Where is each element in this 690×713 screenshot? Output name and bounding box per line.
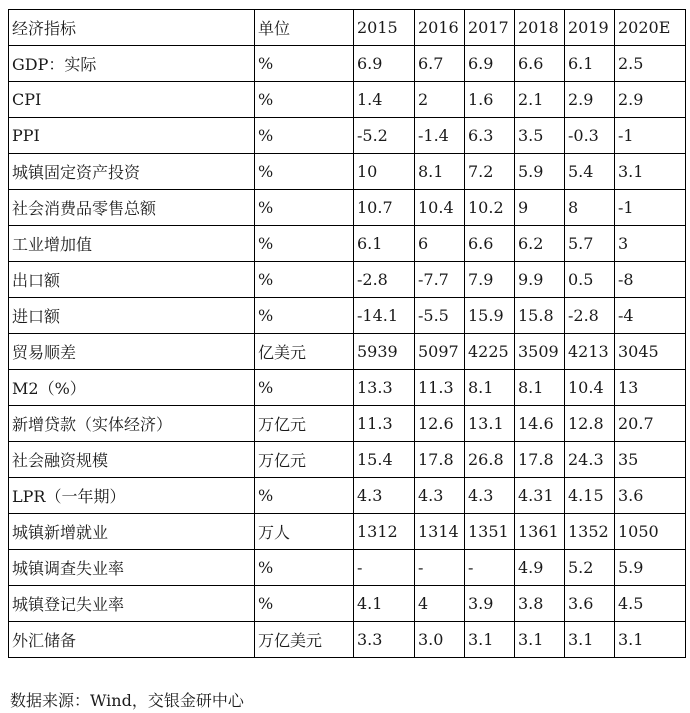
value-cell: 5.9	[615, 550, 686, 586]
header-row	[9, 10, 686, 46]
value-cell: 5.7	[565, 226, 615, 262]
value-cell: 3.3	[354, 622, 415, 658]
value-cell: 15.4	[354, 442, 415, 478]
value-cell: -1	[615, 190, 686, 226]
value-cell: 4.9	[515, 550, 565, 586]
indicator-cell: PPI	[9, 118, 255, 154]
value-cell: 17.8	[515, 442, 565, 478]
value-cell: 17.8	[415, 442, 465, 478]
value-cell: 2.1	[515, 82, 565, 118]
indicator-cell: 工业增加值	[9, 226, 255, 262]
value-cell: 6.7	[415, 46, 465, 82]
header-cell: 经济指标	[9, 10, 255, 46]
value-cell: 4.31	[515, 478, 565, 514]
value-cell: -14.1	[354, 298, 415, 334]
source-note: 数据来源：Wind，交银金研中心	[10, 691, 244, 710]
value-cell: -	[415, 550, 465, 586]
unit-cell: %	[255, 46, 354, 82]
value-cell: -5.5	[415, 298, 465, 334]
table-row	[9, 334, 686, 370]
value-cell: 9	[515, 190, 565, 226]
value-cell: 4213	[565, 334, 615, 370]
value-cell: 10	[354, 154, 415, 190]
value-cell: 15.8	[515, 298, 565, 334]
header-cell: 2020E	[615, 10, 686, 46]
value-cell: 8.1	[415, 154, 465, 190]
value-cell: 10.4	[415, 190, 465, 226]
value-cell: 3.1	[565, 622, 615, 658]
value-cell: 5097	[415, 334, 465, 370]
indicator-cell: 城镇调查失业率	[9, 550, 255, 586]
value-cell: -0.3	[565, 118, 615, 154]
unit-cell: %	[255, 262, 354, 298]
indicator-cell: LPR（一年期）	[9, 478, 255, 514]
indicator-cell: 新增贷款（实体经济）	[9, 406, 255, 442]
value-cell: 12.6	[415, 406, 465, 442]
value-cell: 11.3	[415, 370, 465, 406]
value-cell: 4.5	[615, 586, 686, 622]
table-row	[9, 118, 686, 154]
unit-cell: %	[255, 118, 354, 154]
value-cell: 15.9	[465, 298, 515, 334]
value-cell: -7.7	[415, 262, 465, 298]
value-cell: 14.6	[515, 406, 565, 442]
value-cell: 4.3	[465, 478, 515, 514]
indicator-cell: 城镇新增就业	[9, 514, 255, 550]
unit-cell: %	[255, 550, 354, 586]
value-cell: 3	[615, 226, 686, 262]
value-cell: 11.3	[354, 406, 415, 442]
table-row	[9, 622, 686, 658]
value-cell: 6.1	[354, 226, 415, 262]
value-cell: 7.2	[465, 154, 515, 190]
value-cell: 8.1	[515, 370, 565, 406]
value-cell: 1050	[615, 514, 686, 550]
value-cell: 5.2	[565, 550, 615, 586]
table-row	[9, 226, 686, 262]
indicator-cell: 进口额	[9, 298, 255, 334]
value-cell: 3.9	[465, 586, 515, 622]
value-cell: 3.1	[615, 154, 686, 190]
unit-cell: %	[255, 226, 354, 262]
value-cell: 0.5	[565, 262, 615, 298]
value-cell: 26.8	[465, 442, 515, 478]
table-row	[9, 478, 686, 514]
value-cell: 1314	[415, 514, 465, 550]
table-row	[9, 370, 686, 406]
value-cell: 13.1	[465, 406, 515, 442]
value-cell: 4.15	[565, 478, 615, 514]
value-cell: -2.8	[565, 298, 615, 334]
value-cell: 5.9	[515, 154, 565, 190]
unit-cell: %	[255, 478, 354, 514]
table-row	[9, 586, 686, 622]
value-cell: -	[465, 550, 515, 586]
header-cell: 2016	[415, 10, 465, 46]
value-cell: 3509	[515, 334, 565, 370]
table-container	[8, 9, 686, 658]
value-cell: 7.9	[465, 262, 515, 298]
header-cell: 2017	[465, 10, 515, 46]
value-cell: -1	[615, 118, 686, 154]
table-row	[9, 550, 686, 586]
value-cell: 6.2	[515, 226, 565, 262]
value-cell: 3.6	[615, 478, 686, 514]
value-cell: 3.1	[615, 622, 686, 658]
value-cell: 6.1	[565, 46, 615, 82]
unit-cell: 万人	[255, 514, 354, 550]
value-cell: 2.5	[615, 46, 686, 82]
value-cell: 6.9	[354, 46, 415, 82]
value-cell: 4225	[465, 334, 515, 370]
header-cell: 2015	[354, 10, 415, 46]
value-cell: 4.3	[415, 478, 465, 514]
value-cell: 8.1	[465, 370, 515, 406]
value-cell: 3045	[615, 334, 686, 370]
value-cell: 6.6	[515, 46, 565, 82]
value-cell: 20.7	[615, 406, 686, 442]
value-cell: 3.1	[515, 622, 565, 658]
header-cell: 单位	[255, 10, 354, 46]
value-cell: 2.9	[615, 82, 686, 118]
value-cell: 10.2	[465, 190, 515, 226]
value-cell: 24.3	[565, 442, 615, 478]
unit-cell: 亿美元	[255, 334, 354, 370]
header-cell: 2018	[515, 10, 565, 46]
unit-cell: %	[255, 586, 354, 622]
value-cell: 9.9	[515, 262, 565, 298]
table-row	[9, 406, 686, 442]
table-row	[9, 262, 686, 298]
indicator-cell: 城镇固定资产投资	[9, 154, 255, 190]
value-cell: -2.8	[354, 262, 415, 298]
unit-cell: 万亿美元	[255, 622, 354, 658]
table-row	[9, 154, 686, 190]
table-row	[9, 46, 686, 82]
value-cell: 1.4	[354, 82, 415, 118]
table-row	[9, 514, 686, 550]
unit-cell: %	[255, 190, 354, 226]
value-cell: 5.4	[565, 154, 615, 190]
value-cell: 6.9	[465, 46, 515, 82]
indicator-cell: 社会融资规模	[9, 442, 255, 478]
value-cell: 1361	[515, 514, 565, 550]
value-cell: 4.1	[354, 586, 415, 622]
value-cell: 3.8	[515, 586, 565, 622]
value-cell: 13	[615, 370, 686, 406]
table-row	[9, 298, 686, 334]
table-row	[9, 190, 686, 226]
value-cell: 1.6	[465, 82, 515, 118]
value-cell: 1352	[565, 514, 615, 550]
value-cell: 3.1	[465, 622, 515, 658]
value-cell: 12.8	[565, 406, 615, 442]
indicator-cell: 社会消费品零售总额	[9, 190, 255, 226]
indicator-cell: 外汇储备	[9, 622, 255, 658]
value-cell: 3.6	[565, 586, 615, 622]
indicator-cell: CPI	[9, 82, 255, 118]
value-cell: -	[354, 550, 415, 586]
value-cell: 10.4	[565, 370, 615, 406]
unit-cell: %	[255, 82, 354, 118]
unit-cell: %	[255, 154, 354, 190]
value-cell: 6.3	[465, 118, 515, 154]
value-cell: -4	[615, 298, 686, 334]
value-cell: 5939	[354, 334, 415, 370]
value-cell: 10.7	[354, 190, 415, 226]
table-row	[9, 82, 686, 118]
unit-cell: 万亿元	[255, 406, 354, 442]
value-cell: 1351	[465, 514, 515, 550]
value-cell: 6.6	[465, 226, 515, 262]
header-cell: 2019	[565, 10, 615, 46]
value-cell: 3.0	[415, 622, 465, 658]
indicator-cell: GDP：实际	[9, 46, 255, 82]
indicator-cell: 贸易顺差	[9, 334, 255, 370]
value-cell: -1.4	[415, 118, 465, 154]
indicator-cell: 出口额	[9, 262, 255, 298]
value-cell: 1312	[354, 514, 415, 550]
value-cell: -8	[615, 262, 686, 298]
value-cell: 8	[565, 190, 615, 226]
value-cell: 3.5	[515, 118, 565, 154]
value-cell: 4.3	[354, 478, 415, 514]
unit-cell: %	[255, 298, 354, 334]
indicator-cell: 城镇登记失业率	[9, 586, 255, 622]
value-cell: 4	[415, 586, 465, 622]
indicator-cell: M2（%）	[9, 370, 255, 406]
value-cell: 6	[415, 226, 465, 262]
table-row	[9, 442, 686, 478]
economic-indicators-table	[8, 9, 686, 658]
unit-cell: 万亿元	[255, 442, 354, 478]
unit-cell: %	[255, 370, 354, 406]
value-cell: 35	[615, 442, 686, 478]
value-cell: -5.2	[354, 118, 415, 154]
value-cell: 2.9	[565, 82, 615, 118]
value-cell: 13.3	[354, 370, 415, 406]
value-cell: 2	[415, 82, 465, 118]
